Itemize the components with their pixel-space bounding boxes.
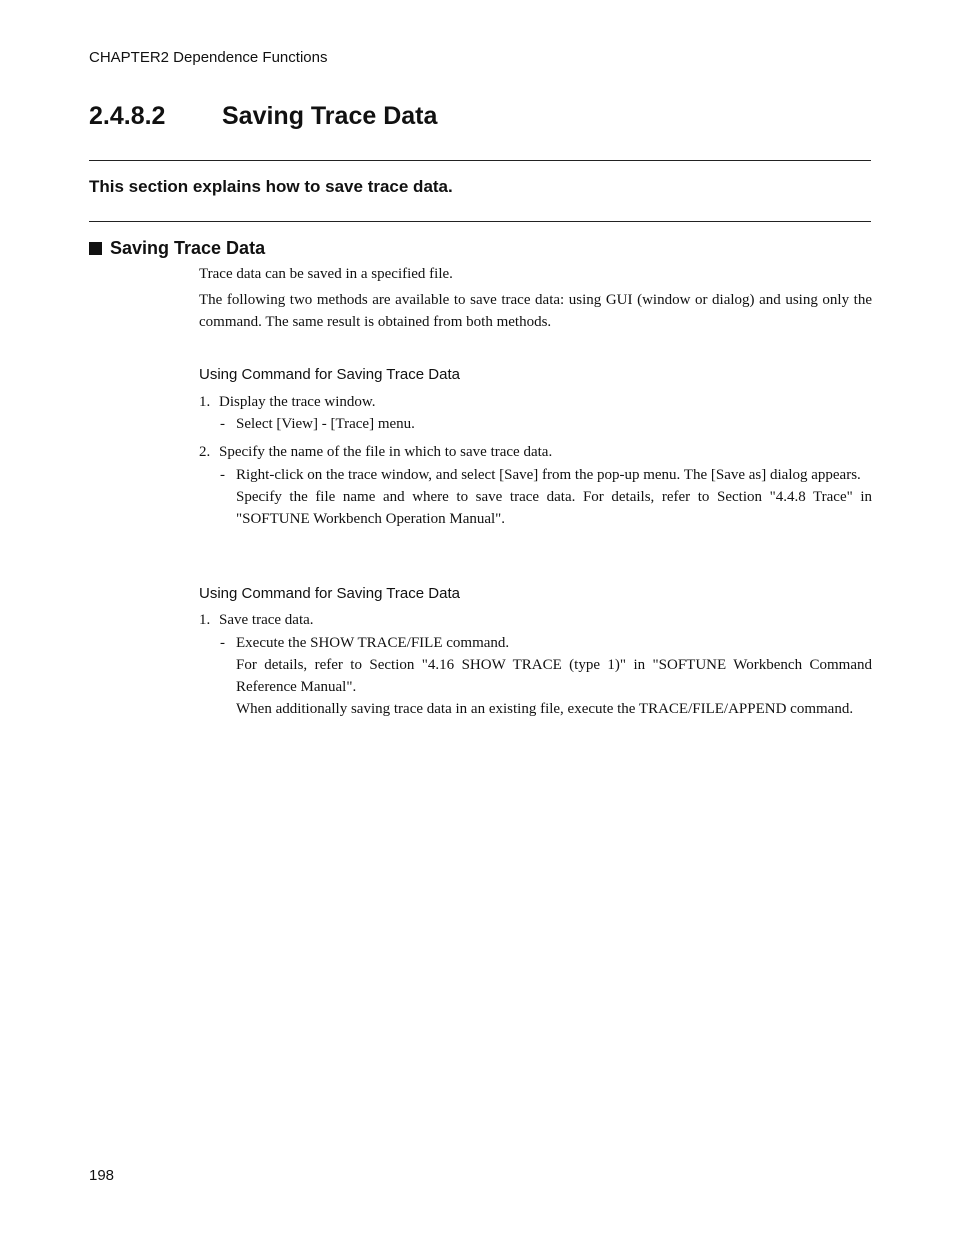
command-step-1 xyxy=(199,609,872,631)
item-paragraph: Right-click on the trace window, and select [Save] from the pop-up menu. The [Save as] dialog appears. xyxy=(236,467,861,483)
step-number: 1. xyxy=(199,394,211,410)
intro-paragraph: The following two methods are available to save trace data: using GUI (window or dialog) and using only the command. The same result is obtained from both methods. xyxy=(199,292,872,330)
step-text: Save trace data. xyxy=(219,612,314,628)
page-number: 198 xyxy=(89,1167,115,1184)
section-summary: This section explains how to save trace data. xyxy=(89,177,453,196)
command-method-subheading: Using Command for Saving Trace Data xyxy=(199,585,460,602)
intro-paragraph: Trace data can be saved in a specified file. xyxy=(199,266,453,282)
dash-marker: - xyxy=(220,635,225,651)
item-paragraph: Select [View] - [Trace] menu. xyxy=(236,416,415,432)
step-number: 2. xyxy=(199,444,211,460)
divider-top xyxy=(89,160,871,161)
command-step-1-item xyxy=(220,632,872,720)
subsection-heading xyxy=(89,238,265,259)
step-text: Display the trace window. xyxy=(219,394,376,410)
dash-marker: - xyxy=(220,416,225,432)
gui-step-1 xyxy=(199,391,872,413)
step-text: Specify the name of the file in which to save trace data. xyxy=(219,444,553,460)
section-number: 2.4.8.2 xyxy=(89,102,166,130)
intro-text xyxy=(199,263,872,333)
divider-bottom xyxy=(89,221,871,222)
dash-marker: - xyxy=(220,467,225,483)
square-bullet-icon xyxy=(89,242,102,255)
gui-step-2 xyxy=(199,441,872,463)
gui-step-2-item xyxy=(220,464,872,530)
subsection-heading-text: Saving Trace Data xyxy=(110,238,266,258)
item-paragraph: Execute the SHOW TRACE/FILE command. xyxy=(236,635,510,651)
item-paragraph: For details, refer to Section "4.16 SHOW TRACE (type 1)" in "SOFTUNE Workbench Command Reference Manual". xyxy=(236,657,872,695)
section-title-text: Saving Trace Data xyxy=(222,102,438,130)
section-title xyxy=(89,102,437,131)
gui-step-1-item xyxy=(220,413,872,435)
item-paragraph: Specify the file name and where to save trace data. For details, refer to Section "4.4.8 Trace" in "SOFTUNE Workbench Operation Manual". xyxy=(236,489,872,527)
item-paragraph: When additionally saving trace data in an existing file, execute the TRACE/FILE/APPEND command. xyxy=(236,701,854,717)
running-header: CHAPTER2 Dependence Functions xyxy=(89,49,328,66)
step-number: 1. xyxy=(199,612,211,628)
gui-method-subheading: Using Command for Saving Trace Data xyxy=(199,366,460,383)
